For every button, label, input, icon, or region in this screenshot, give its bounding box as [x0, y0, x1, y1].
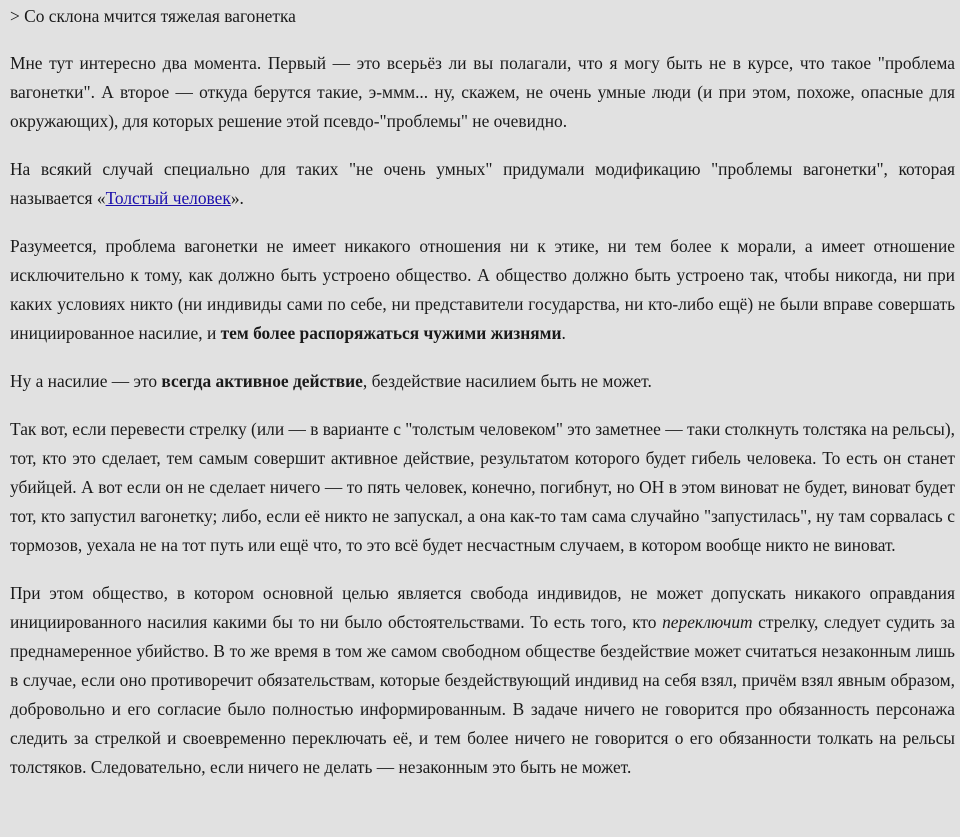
paragraph-3-bold-text: тем более распоряжаться чужими жизнями: [220, 323, 562, 343]
paragraph-4-text-after: , бездействие насилием быть не может.: [362, 371, 652, 391]
paragraph-3-text-before: Разумеется, проблема вагонетки не имеет никакого отношения ни к этике, ни тем более к морали, а имеет отношение исключительно к тому, как должно быть устроено общество. А общество должно быть устроено так, чтобы никогда, ни при каких условиях никто (ни индивиды сами по себе, ни представители государства, ни кто-либо ещё) не были вправе совершать инициированное насилие, и: [10, 236, 955, 343]
fat-man-link[interactable]: Толстый человек: [105, 188, 231, 208]
paragraph-2-text-before: На всякий случай специально для таких "не очень умных" придумали модификацию "проблемы вагонетки", которая называется «: [10, 159, 955, 208]
paragraph-1: Мне тут интересно два момента. Первый — это всерьёз ли вы полагали, что я могу быть не в курсе, что такое "проблема вагонетки". А второе — откуда берутся такие, э-ммм... ну, скажем, не очень умные люди (и при этом, похоже, опасные для окружающих), для которых решение этой псевдо-"проблемы" не очевидно.: [10, 53, 955, 131]
paragraph-2-text-after: ».: [230, 188, 244, 208]
paragraph-5: Так вот, если перевести стрелку (или — в варианте с "толстым человеком" это заметнее — таки столкнуть толстяка на рельсы), тот, кто это сделает, тем самым совершит активное действие, результатом которого будет гибель человека. То есть он станет убийцей. А вот если он не сделает ничего — то пять человек, конечно, погибнут, но ОН в этом виноват не будет, виноват будет тот, кто запустил вагонетку; либо, если её никто не запускал, а она как-то там сама случайно "запустилась", ну там сорвалась с тормозов, уехала не на тот путь или ещё что, то это всё будет несчастным случаем, в котором вообще никто не виноват.: [10, 419, 955, 555]
paragraph-4-bold-text: всегда активное действие: [161, 371, 363, 391]
paragraph-3: [10, 232, 955, 348]
paragraph-6-text-before: При этом общество, в котором основной целью является свобода индивидов, не может допускать никакого оправдания инициированного насилия какими бы то ни было обстоятельствами. То есть того, кто: [10, 583, 955, 632]
paragraph-2: [10, 155, 955, 213]
paragraph-6: [10, 579, 955, 782]
quote-line: > Со склона мчится тяжелая вагонетка: [10, 6, 296, 26]
paragraph-3-text-after: .: [561, 323, 566, 343]
paragraph-4: [10, 367, 955, 396]
paragraph-4-text-before: Ну а насилие — это: [10, 371, 162, 391]
paragraph-6-italic-text: переключит: [662, 612, 753, 632]
paragraph-6-text-after: стрелку, следует судить за преднамеренное убийство. В то же время в том же самом свободном обществе бездействие может считаться незаконным лишь в случае, если оно противоречит обязательствам, которые бездействующий индивид на себя взял, причём взял явным образом, добровольно и его согласие было полностью информированным. В задаче ничего не говорится про обязанность персонажа следить за стрелкой и своевременно переключать её, и тем более ничего не говорится о его обязанности толкать на рельсы толстяков. Следовательно, если ничего не делать — незаконным это быть не может.: [10, 612, 955, 777]
